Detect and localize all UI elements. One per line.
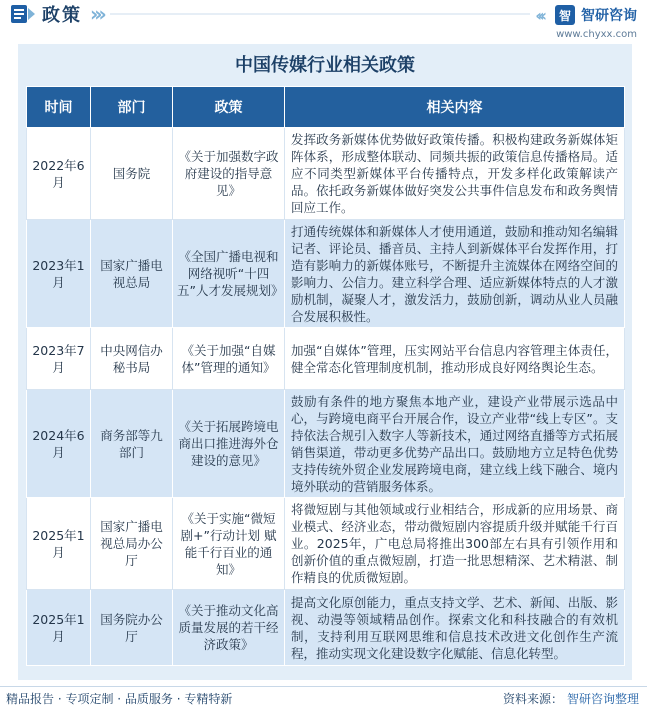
cell-time: 2023年1月 <box>27 220 91 328</box>
cell-dept: 国家广播电视总局办公厅 <box>91 498 173 590</box>
policy-table <box>26 86 625 666</box>
cell-time: 2025年1月 <box>27 498 91 590</box>
cell-policy: 《关于实施“微短剧+”行动计划 赋能千行百业的通知》 <box>173 498 285 590</box>
cell-time: 2022年6月 <box>27 128 91 220</box>
column-header-time: 时间 <box>27 87 91 128</box>
cell-content: 加强“自媒体”管理，压实网站平台信息内容管理主体责任，健全常态化管理制度机制，推动形成良好网络舆论生态。 <box>285 328 625 390</box>
cell-time: 2024年6月 <box>27 390 91 498</box>
cell-content: 提高文化原创能力，重点支持文学、艺术、新闻、出版、影视、动漫等领域精品创作。探索文化和科技融合的有效机制，支持利用互联网思维和信息技术改进文化创作生产流程，推动实现文化建设数字化赋能、信息化转型。 <box>285 590 625 666</box>
source-label: 资料来源： <box>502 692 563 706</box>
table-row <box>27 128 625 220</box>
cell-dept: 国家广播电视总局 <box>91 220 173 328</box>
chevron-left-icon: ‹‹‹ <box>535 5 543 25</box>
table-row <box>27 328 625 390</box>
cell-dept: 中央网信办秘书局 <box>91 328 173 390</box>
brand-name: 智研咨询 <box>581 8 637 24</box>
cell-dept: 商务部等九部门 <box>91 390 173 498</box>
table-title: 中国传媒行业相关政策 <box>235 55 415 76</box>
site-url: www.chyxx.com <box>556 29 637 40</box>
top-bar <box>0 0 647 40</box>
table-header-row <box>27 87 625 128</box>
cell-dept: 国务院 <box>91 128 173 220</box>
cell-policy: 《关于推动文化高质量发展的若干经济政策》 <box>173 590 285 666</box>
header-divider <box>110 13 530 15</box>
footer-source <box>503 690 639 707</box>
table-row <box>27 590 625 666</box>
footer <box>0 686 647 709</box>
table-row <box>27 390 625 498</box>
cell-dept: 国务院办公厅 <box>91 590 173 666</box>
chevron-right-icon: ››› <box>90 2 103 26</box>
footer-slogan: 精品报告 · 专项定制 · 品质服务 · 专精特新 <box>6 692 233 706</box>
table-row <box>27 220 625 328</box>
source-value: 智研咨询整理 <box>566 692 639 706</box>
brand <box>535 4 637 26</box>
cell-policy: 《关于拓展跨境电商出口推进海外仓建设的意见》 <box>173 390 285 498</box>
cell-time: 2025年1月 <box>27 590 91 666</box>
section-title-text: 政策 <box>42 5 82 26</box>
column-header-content: 相关内容 <box>285 87 625 128</box>
cell-content: 鼓励有条件的地方聚焦本地产业，建设产业带展示选品中心，与跨境电商平台开展合作，设立产业带“线上专区”。支持依法合规引入数字人等新技术，通过网络直播等方式拓展销售渠道，带动更多优势产品出口。鼓励地方立足特色优势支持传统外贸企业发展跨境电商，建立线上线下融合、境内境外联动的营销服务体系。 <box>285 390 625 498</box>
section-title <box>10 0 103 28</box>
policy-card <box>18 44 632 680</box>
cell-policy: 《关于加强“自媒体”管理的通知》 <box>173 328 285 390</box>
cell-content: 发挥政务新媒体优势做好政策传播。积极构建政务新媒体矩阵体系，形成整体联动、同频共振的政策信息传播格局。适应不同类型新媒体平台传播特点，开发多样化政策解读产品。依托政务新媒体做好突发公共事件信息发布和政务舆情回应工作。 <box>285 128 625 220</box>
column-header-policy: 政策 <box>173 87 285 128</box>
brand-logo: 智 <box>555 5 575 25</box>
cell-content: 打通传统媒体和新媒体人才使用通道，鼓励和推动知名编辑记者、评论员、播音员、主持人到新媒体平台发挥作用，打造有影响力的新媒体账号，不断提升主流媒体在网络空间的影响力、公信力。建立科学合理、适应新媒体特点的人才激励机制，凝聚人才，激发活力，鼓励创新，调动从业人员融合发展积极性。 <box>285 220 625 328</box>
document-icon <box>10 2 36 26</box>
cell-policy: 《关于加强数字政府建设的指导意见》 <box>173 128 285 220</box>
cell-policy: 《全国广播电视和网络视听“十四五”人才发展规划》 <box>173 220 285 328</box>
cell-content: 将微短剧与其他领域或行业相结合，形成新的应用场景、商业模式、经济业态，带动微短剧内容提质升级并赋能千行百业。2025年，广电总局将推出300部左右具有引领作用和创新价值的重点微短剧，打造一批思想精深、艺术精湛、制作精良的优质微短剧。 <box>285 498 625 590</box>
cell-time: 2023年7月 <box>27 328 91 390</box>
table-row <box>27 498 625 590</box>
column-header-dept: 部门 <box>91 87 173 128</box>
